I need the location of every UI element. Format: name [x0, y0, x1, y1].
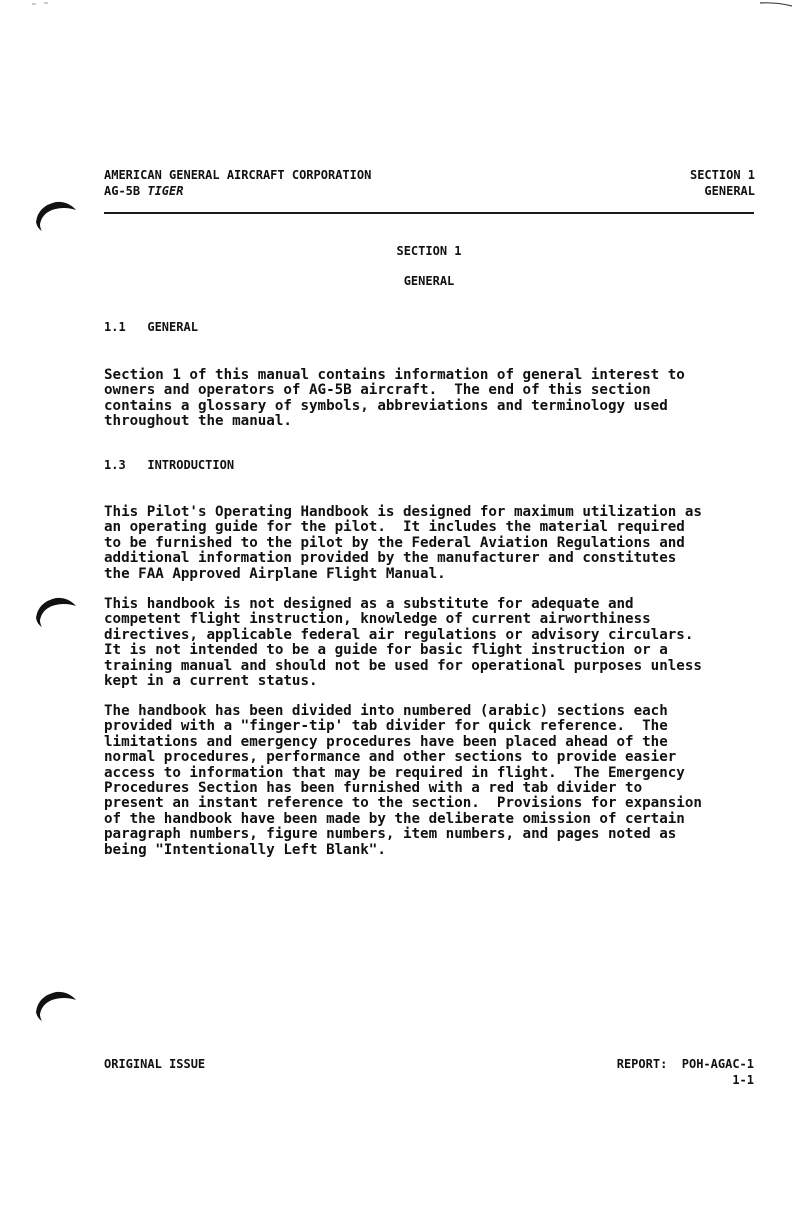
footer-report — [617, 1057, 754, 1088]
header-section-name: GENERAL — [704, 183, 755, 198]
paragraph-general: Section 1 of this manual contains information of general interest to owners and operators of AG-5B aircraft. The end of this section contains a glossary of symbols, abbreviations and terminology used throughout the manual. — [104, 367, 685, 430]
punch-hole-icon — [34, 198, 78, 232]
model-prefix: AG-5B — [104, 183, 148, 198]
page-number: 1-1 — [732, 1072, 754, 1087]
paragraph-intro-1: This Pilot's Operating Handbook is designed for maximum utilization as an operating guide for the pilot. It includes the material required to be furnished to the pilot by the Federal Aviation Regulations and additional information provided by the manufacturer and constitutes the FAA Approved Airplane Flight Manual. — [104, 504, 702, 582]
company-name: AMERICAN GENERAL AIRCRAFT CORPORATION — [104, 168, 372, 182]
header-section-number: SECTION 1 — [689, 168, 755, 182]
running-header-right — [690, 168, 755, 199]
running-header-left — [104, 168, 371, 199]
model-name: TIGER — [147, 183, 184, 198]
section-subtitle: GENERAL — [403, 274, 455, 288]
heading-general: 1.1 GENERAL — [104, 320, 198, 334]
report-number: REPORT: POH-AGAC-1 — [616, 1057, 754, 1071]
punch-hole-icon — [34, 594, 78, 628]
header-rule — [104, 212, 754, 214]
paragraph-intro-2: This handbook is not designed as a substitute for adequate and competent flight instruction, knowledge of current airworthiness directives, applicable federal air regulations or advisory circulars. It is not intended to be a guide for basic flight instruction or a training manual and should not be used for operational purposes unless kept in a current status. — [104, 596, 702, 690]
section-title: SECTION 1 — [396, 244, 462, 258]
paragraph-intro-3: The handbook has been divided into numbered (arabic) sections each provided with a "finger-tip' tab divider for quick reference. The limitations and emergency procedures have been placed ahead of the normal procedures, performance and other sections to provide easier access to information that may be required in flight. The Emergency Procedures Section has been furnished with a red tab divider to present an instant reference to the section. Provisions for expansion of the handbook have been made by the deliberate omission of certain paragraph numbers, figure numbers, item numbers, and pages noted as being "Intentionally Left Blank". — [104, 703, 702, 858]
scan-artifact-icon — [756, 0, 796, 10]
punch-hole-icon — [34, 988, 78, 1022]
heading-introduction: 1.3 INTRODUCTION — [104, 458, 235, 472]
footer-issue: ORIGINAL ISSUE — [104, 1057, 206, 1071]
scan-artifact-icon — [30, 0, 60, 8]
